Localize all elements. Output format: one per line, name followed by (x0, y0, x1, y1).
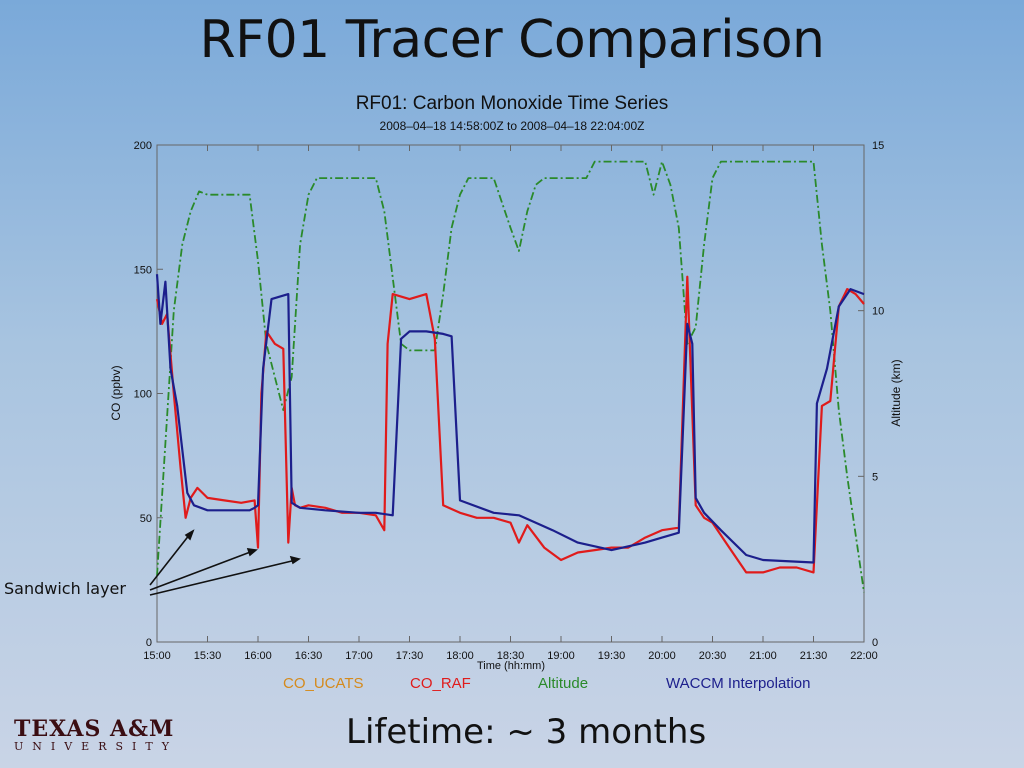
university-logo (14, 716, 186, 753)
y-tick-label: 200 (133, 140, 152, 152)
callout-arrows (150, 531, 299, 595)
co-raf-line (157, 277, 864, 573)
y-tick-label: 100 (133, 388, 152, 401)
legend-waccm: WACCM Interpolation (666, 675, 811, 692)
y2-tick-label: 10 (872, 305, 885, 318)
x-tick-label: 18:30 (496, 650, 525, 662)
y-axis-label: CO (ppbv) (109, 365, 123, 421)
y2-axis-label: Altitude (km) (889, 359, 903, 427)
y2-tick-label: 5 (872, 471, 879, 484)
axis-ticks (134, 140, 885, 662)
x-tick-label: 19:00 (547, 650, 575, 662)
chart-title: RF01: Carbon Monoxide Time Series (355, 93, 669, 114)
chart-subtitle: 2008–04–18 14:58:00Z to 2008–04–18 22:04:00Z (379, 119, 645, 133)
legend-co-ucats: CO_UCATS (283, 675, 364, 692)
y-tick-label: 50 (139, 512, 152, 525)
series-layer (157, 162, 864, 593)
sandwich-layer-callout: Sandwich layer (4, 579, 126, 598)
x-tick-label: 17:00 (345, 650, 373, 662)
x-tick-label: 16:30 (294, 650, 323, 662)
y2-tick-label: 15 (872, 140, 885, 152)
x-tick-label: 20:30 (698, 650, 727, 662)
x-axis-label: Time (hh:mm) (476, 660, 546, 672)
y-tick-label: 150 (133, 264, 152, 277)
x-tick-label: 17:30 (395, 650, 424, 662)
x-tick-label: 19:30 (597, 650, 626, 662)
logo-main-text: TEXAS A&M (14, 716, 175, 742)
legend-altitude: Altitude (538, 675, 589, 692)
slide-title: RF01 Tracer Comparison (199, 10, 825, 70)
legend-co-raf: CO_RAF (410, 675, 471, 692)
x-tick-label: 18:00 (446, 650, 474, 662)
x-tick-label: 15:00 (143, 650, 171, 662)
lifetime-note: Lifetime: ~ 3 months (346, 712, 707, 752)
x-tick-label: 22:00 (850, 650, 878, 662)
x-tick-label: 21:00 (749, 650, 777, 662)
y2-tick-label: 0 (872, 637, 879, 649)
y-tick-label: 0 (145, 637, 152, 649)
x-tick-label: 20:00 (648, 650, 676, 662)
x-tick-label: 21:30 (799, 650, 828, 662)
logo-sub-text: UNIVERSITY (14, 740, 178, 753)
x-tick-label: 16:00 (244, 650, 272, 662)
x-tick-label: 15:30 (193, 650, 222, 662)
